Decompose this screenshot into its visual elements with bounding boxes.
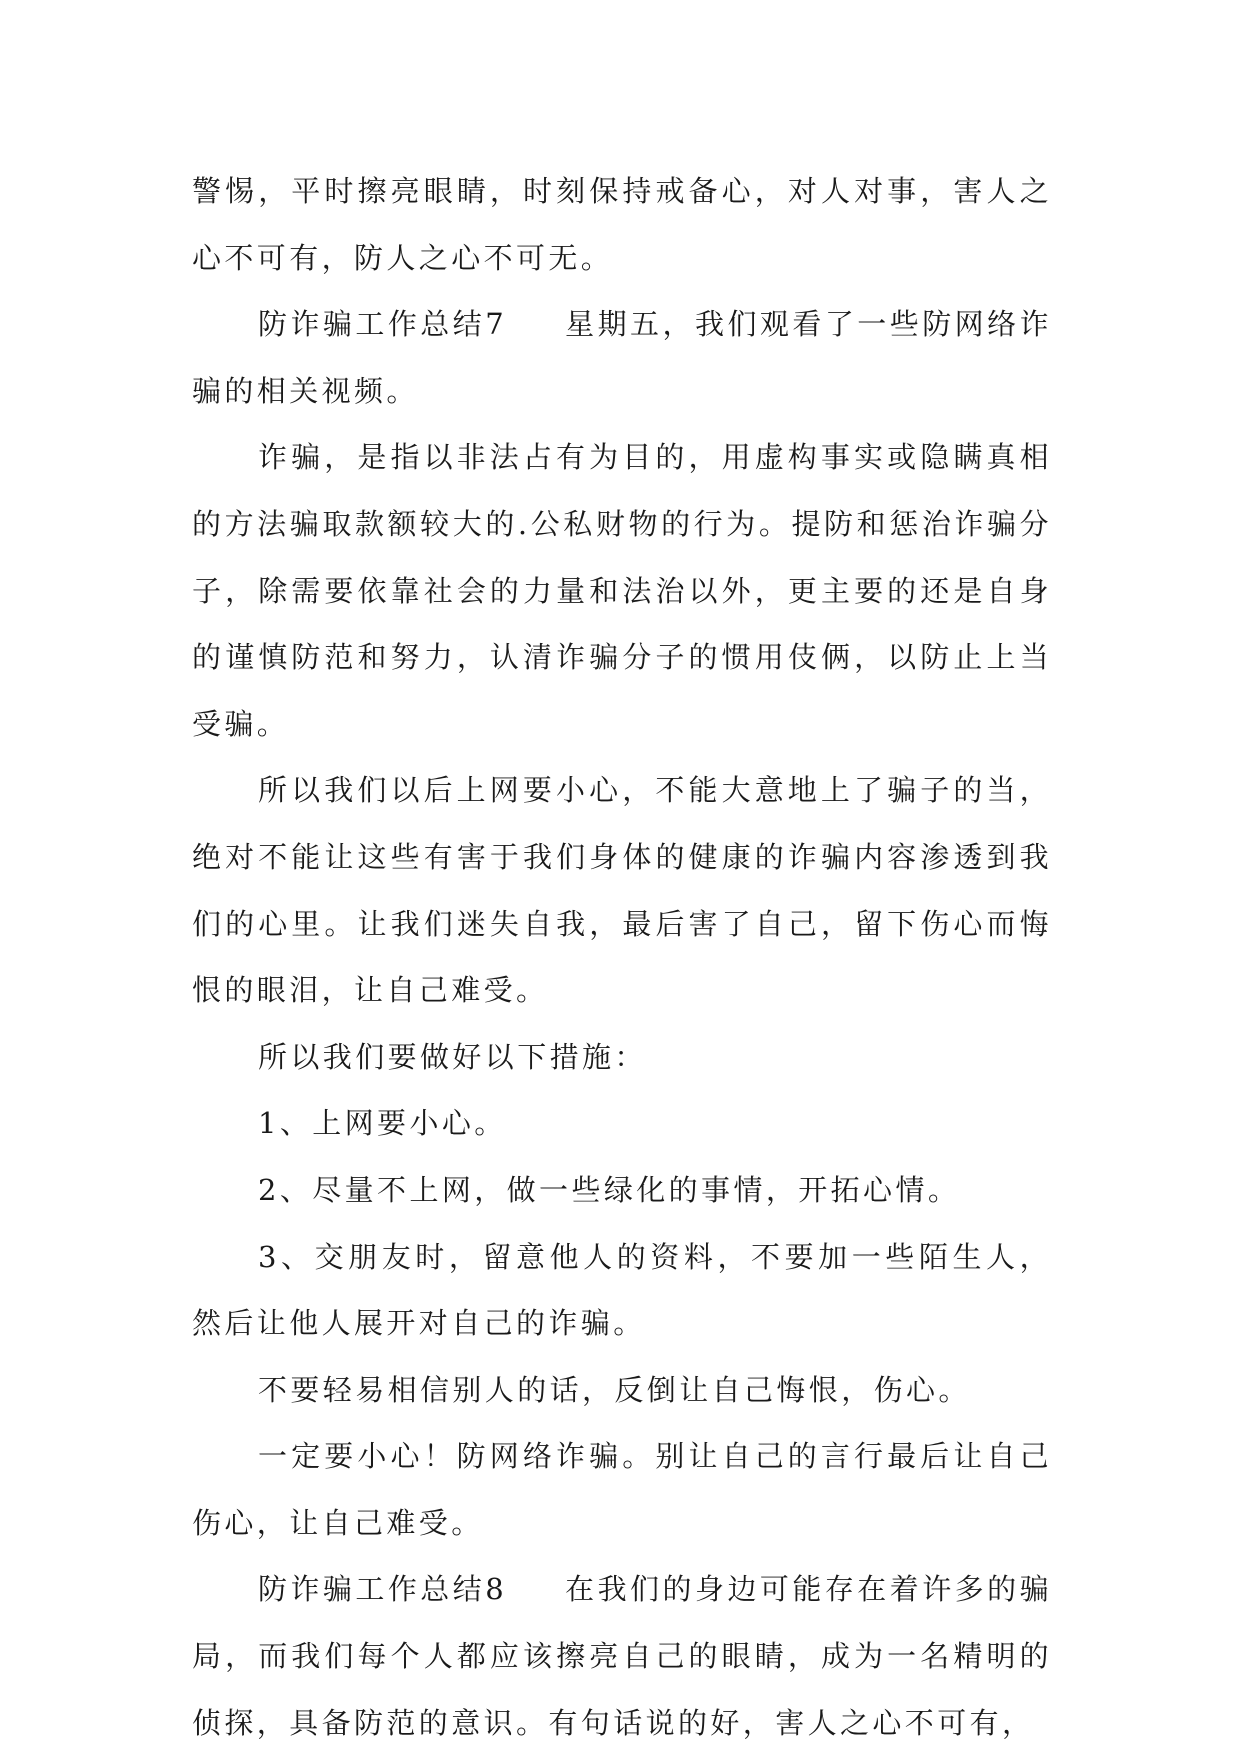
paragraph xyxy=(192,1024,1052,1091)
paragraph xyxy=(192,424,1052,757)
paragraph xyxy=(192,1357,1052,1424)
paragraph-text: 星期五，我们观看了一些防网络诈骗的相关视频。 xyxy=(192,307,1052,408)
list-item xyxy=(192,1224,1052,1357)
paragraph-text: 一定要小心！防网络诈骗。别让自己的言行最后让自己伤心，让自己难受。 xyxy=(192,1439,1052,1540)
paragraph-text: 在我们的身边可能存在着许多的骗局，而我们每个人都应该擦亮自己的眼睛，成为一名精明的侦探，具备防范的意识。有句话说的好，害人之心不可有， xyxy=(192,1572,1052,1740)
list-item-text: 3、交朋友时，留意他人的资料，不要加一些陌生人，然后让他人展开对自己的诈骗。 xyxy=(192,1239,1052,1341)
section-paragraph xyxy=(192,291,1052,424)
paragraph xyxy=(192,1423,1052,1556)
section-heading: 防诈骗工作总结8 xyxy=(258,1572,508,1607)
paragraph-text: 所以我们以后上网要小心，不能大意地上了骗子的当，绝对不能让这些有害于我们身体的健康的诈骗内容渗透到我们的心里。让我们迷失自我，最后害了自己，留下伤心而悔恨的眼泪，让自己难受。 xyxy=(192,773,1052,1008)
list-item-text: 2、尽量不上网，做一些绿化的事情，开拓心情。 xyxy=(258,1172,961,1207)
section-heading: 防诈骗工作总结7 xyxy=(258,307,508,342)
list-item xyxy=(192,1157,1052,1224)
list-item-text: 1、上网要小心。 xyxy=(258,1106,507,1141)
list-item xyxy=(192,1090,1052,1157)
paragraph-text: 警惕，平时擦亮眼睛，时刻保持戒备心，对人对事，害人之心不可有，防人之心不可无。 xyxy=(192,174,1052,275)
document-body xyxy=(192,158,1052,1756)
paragraph-text: 诈骗，是指以非法占有为目的，用虚构事实或隐瞒真相的方法骗取款额较大的.公私财物的行为。提防和惩治诈骗分子，除需要依靠社会的力量和法治以外，更主要的还是自身的谨慎防范和努力，认清诈骗分子的惯用伎俩，以防止上当受骗。 xyxy=(192,440,1052,741)
section-paragraph xyxy=(192,1556,1052,1756)
paragraph xyxy=(192,757,1052,1023)
paragraph-text: 不要轻易相信别人的话，反倒让自己悔恨，伤心。 xyxy=(258,1372,971,1407)
paragraph xyxy=(192,158,1052,291)
paragraph-text: 所以我们要做好以下措施： xyxy=(258,1039,647,1074)
